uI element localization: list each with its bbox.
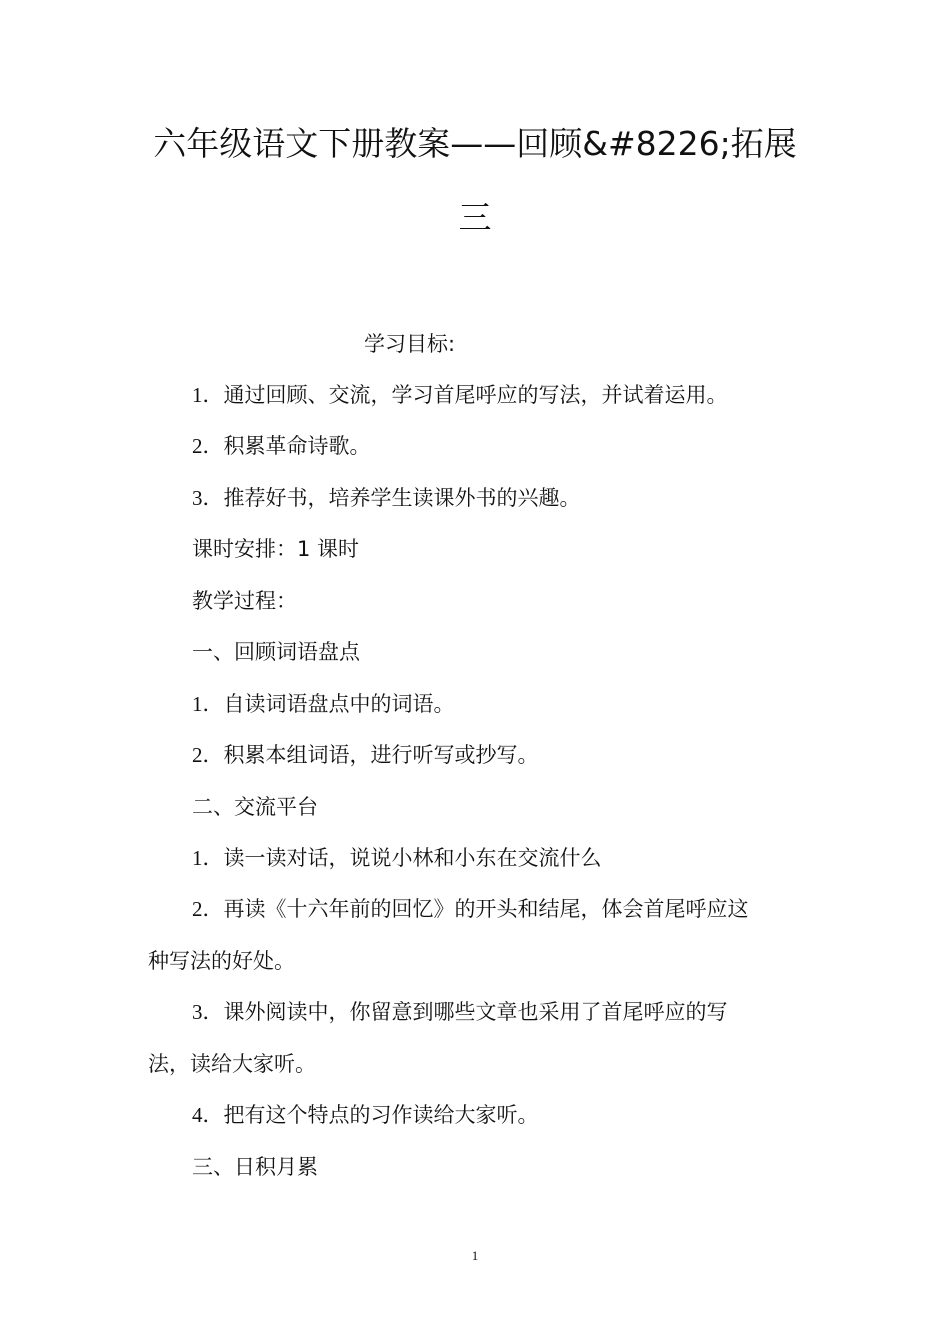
item-text: 积累本组词语，进行听写或抄写。 bbox=[223, 743, 539, 767]
objective-3 bbox=[192, 484, 581, 512]
item-text: 积累革命诗歌。 bbox=[223, 434, 371, 458]
item-number: 1． bbox=[192, 846, 224, 870]
item-number: 3． bbox=[192, 1000, 224, 1024]
teaching-process-heading: 教学过程： bbox=[192, 589, 297, 613]
section-2-item-1 bbox=[192, 844, 602, 872]
item-text: 推荐好书，培养学生读课外书的兴趣。 bbox=[223, 486, 581, 510]
item-number: 1． bbox=[192, 692, 224, 716]
item-text: 再读《十六年前的回忆》的开头和结尾，体会首尾呼应这 bbox=[223, 897, 749, 921]
section-1-item-1 bbox=[192, 690, 455, 718]
item-number: 2． bbox=[192, 897, 224, 921]
section-1-item-2 bbox=[192, 741, 539, 769]
item-number: 2． bbox=[192, 434, 224, 458]
item-number: 1． bbox=[192, 383, 224, 407]
item-text: 读一读对话，说说小林和小东在交流什么 bbox=[223, 846, 602, 870]
item-number: 2． bbox=[192, 743, 224, 767]
page-number: 1 bbox=[471, 1248, 479, 1263]
section-2-item-4 bbox=[192, 1101, 539, 1129]
item-text: 把有这个特点的习作读给大家听。 bbox=[223, 1103, 539, 1127]
item-text: 课外阅读中，你留意到哪些文章也采用了首尾呼应的写 bbox=[223, 1000, 728, 1024]
class-schedule: 课时安排：1 课时 bbox=[192, 537, 360, 561]
section-2-item-3-continued: 法，读给大家听。 bbox=[148, 1052, 316, 1076]
section-heading-3: 三、日积月累 bbox=[192, 1155, 318, 1179]
objective-1 bbox=[192, 381, 728, 409]
section-2-item-2-continued: 种写法的好处。 bbox=[148, 949, 295, 973]
section-2-item-3 bbox=[192, 998, 728, 1026]
item-number: 3． bbox=[192, 486, 224, 510]
item-text: 通过回顾、交流，学习首尾呼应的写法，并试着运用。 bbox=[223, 383, 728, 407]
document-title-line-1: 六年级语文下册教案——回顾&#8226;拓展 bbox=[153, 124, 797, 163]
item-text: 自读词语盘点中的词语。 bbox=[223, 692, 455, 716]
objectives-heading: 学习目标: bbox=[364, 332, 456, 356]
objective-2 bbox=[192, 432, 371, 460]
section-heading-1: 一、回顾词语盘点 bbox=[192, 640, 360, 664]
document-title-line-2: 三 bbox=[458, 198, 492, 237]
item-number: 4． bbox=[192, 1103, 224, 1127]
section-heading-2: 二、交流平台 bbox=[192, 795, 318, 819]
section-2-item-2 bbox=[192, 895, 749, 923]
